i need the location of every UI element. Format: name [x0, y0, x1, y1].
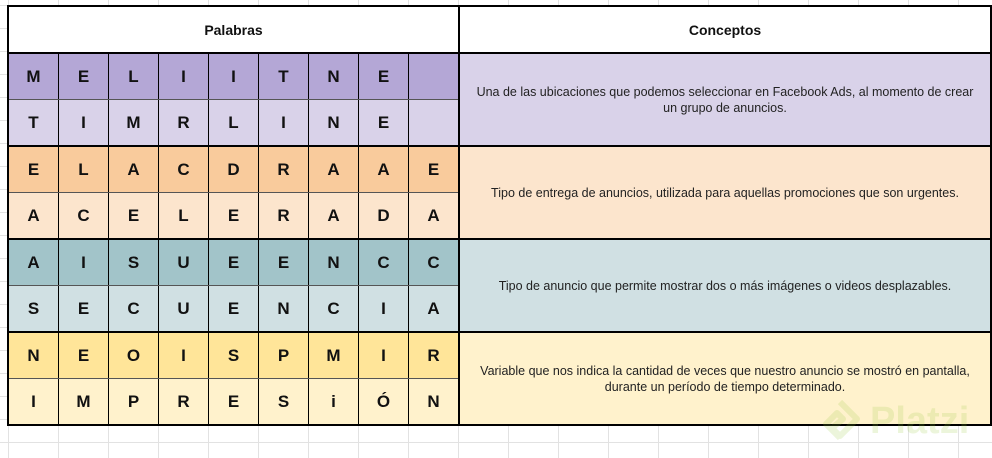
letter-cell: A [309, 193, 359, 240]
letter-cell: Ó [359, 379, 409, 426]
letter-cell [409, 100, 460, 147]
letter-cell: E [59, 53, 109, 100]
concept-cell: Una de las ubicaciones que podemos seleccionar en Facebook Ads, al momento de crear un grupo de anuncios. [459, 53, 991, 146]
letter-cell: A [409, 193, 460, 240]
letter-cell: S [209, 332, 259, 379]
letter-cell: A [309, 146, 359, 193]
concept-cell: Tipo de anuncio que permite mostrar dos o más imágenes o videos desplazables. [459, 239, 991, 332]
letter-cell: N [309, 239, 359, 286]
letter-cell: L [159, 193, 209, 240]
letter-cell: A [8, 239, 59, 286]
letter-cell: P [259, 332, 309, 379]
letter-cell: I [159, 332, 209, 379]
letter-cell: S [109, 239, 159, 286]
concept-cell: Variable que nos indica la cantidad de veces que nuestro anuncio se mostró en pantalla, durante un período de tiempo determinado. [459, 332, 991, 425]
letter-cell: I [259, 100, 309, 147]
letter-cell: E [259, 239, 309, 286]
platzi-logo-icon [818, 399, 862, 443]
letter-cell: N [409, 379, 460, 426]
letter-cell: R [259, 146, 309, 193]
letter-cell: E [209, 379, 259, 426]
letter-cell: A [109, 146, 159, 193]
letter-cell: A [359, 146, 409, 193]
letter-cell: M [309, 332, 359, 379]
letter-cell: D [359, 193, 409, 240]
letter-cell: M [8, 53, 59, 100]
letter-cell: E [109, 193, 159, 240]
word-search-table [7, 5, 992, 426]
letter-cell: I [59, 100, 109, 147]
word-row [8, 146, 991, 193]
letter-cell: I [159, 53, 209, 100]
letter-cell: N [259, 286, 309, 333]
letter-cell: I [59, 239, 109, 286]
letter-cell: P [109, 379, 159, 426]
letter-cell: A [8, 193, 59, 240]
letter-cell: E [209, 286, 259, 333]
letter-cell: S [259, 379, 309, 426]
letter-cell: E [59, 286, 109, 333]
letter-cell: C [309, 286, 359, 333]
letter-cell: T [259, 53, 309, 100]
letter-cell: R [159, 379, 209, 426]
letter-cell: E [359, 100, 409, 147]
letter-cell: M [59, 379, 109, 426]
letter-cell: D [209, 146, 259, 193]
letter-cell: I [359, 286, 409, 333]
letter-cell: N [309, 53, 359, 100]
letter-cell: R [259, 193, 309, 240]
letter-cell: E [209, 239, 259, 286]
letter-cell: L [109, 53, 159, 100]
letter-cell [409, 53, 460, 100]
letter-cell: C [59, 193, 109, 240]
letter-cell: L [209, 100, 259, 147]
letter-cell: T [8, 100, 59, 147]
letter-cell: I [8, 379, 59, 426]
header-words: Palabras [8, 6, 459, 53]
header-concepts: Conceptos [459, 6, 991, 53]
letter-cell: M [109, 100, 159, 147]
letter-cell: E [59, 332, 109, 379]
letter-cell: I [209, 53, 259, 100]
letter-cell: C [359, 239, 409, 286]
letter-cell: C [109, 286, 159, 333]
word-row [8, 332, 991, 379]
word-row [8, 239, 991, 286]
word-row [8, 53, 991, 100]
letter-cell: U [159, 239, 209, 286]
letter-cell: C [409, 239, 460, 286]
letter-cell: i [309, 379, 359, 426]
letter-cell: C [159, 146, 209, 193]
watermark-brand: Platzi [870, 399, 970, 442]
letter-cell: N [8, 332, 59, 379]
letter-cell: R [159, 100, 209, 147]
letter-cell: N [309, 100, 359, 147]
letter-cell: S [8, 286, 59, 333]
letter-cell: E [8, 146, 59, 193]
letter-cell: O [109, 332, 159, 379]
letter-cell: R [409, 332, 460, 379]
concept-cell: Tipo de entrega de anuncios, utilizada para aquellas promociones que son urgentes. [459, 146, 991, 239]
letter-cell: U [159, 286, 209, 333]
letter-cell: L [59, 146, 109, 193]
letter-cell: E [209, 193, 259, 240]
letter-cell: I [359, 332, 409, 379]
letter-cell: A [409, 286, 460, 333]
letter-cell: E [359, 53, 409, 100]
letter-cell: E [409, 146, 460, 193]
platzi-watermark [818, 396, 969, 446]
